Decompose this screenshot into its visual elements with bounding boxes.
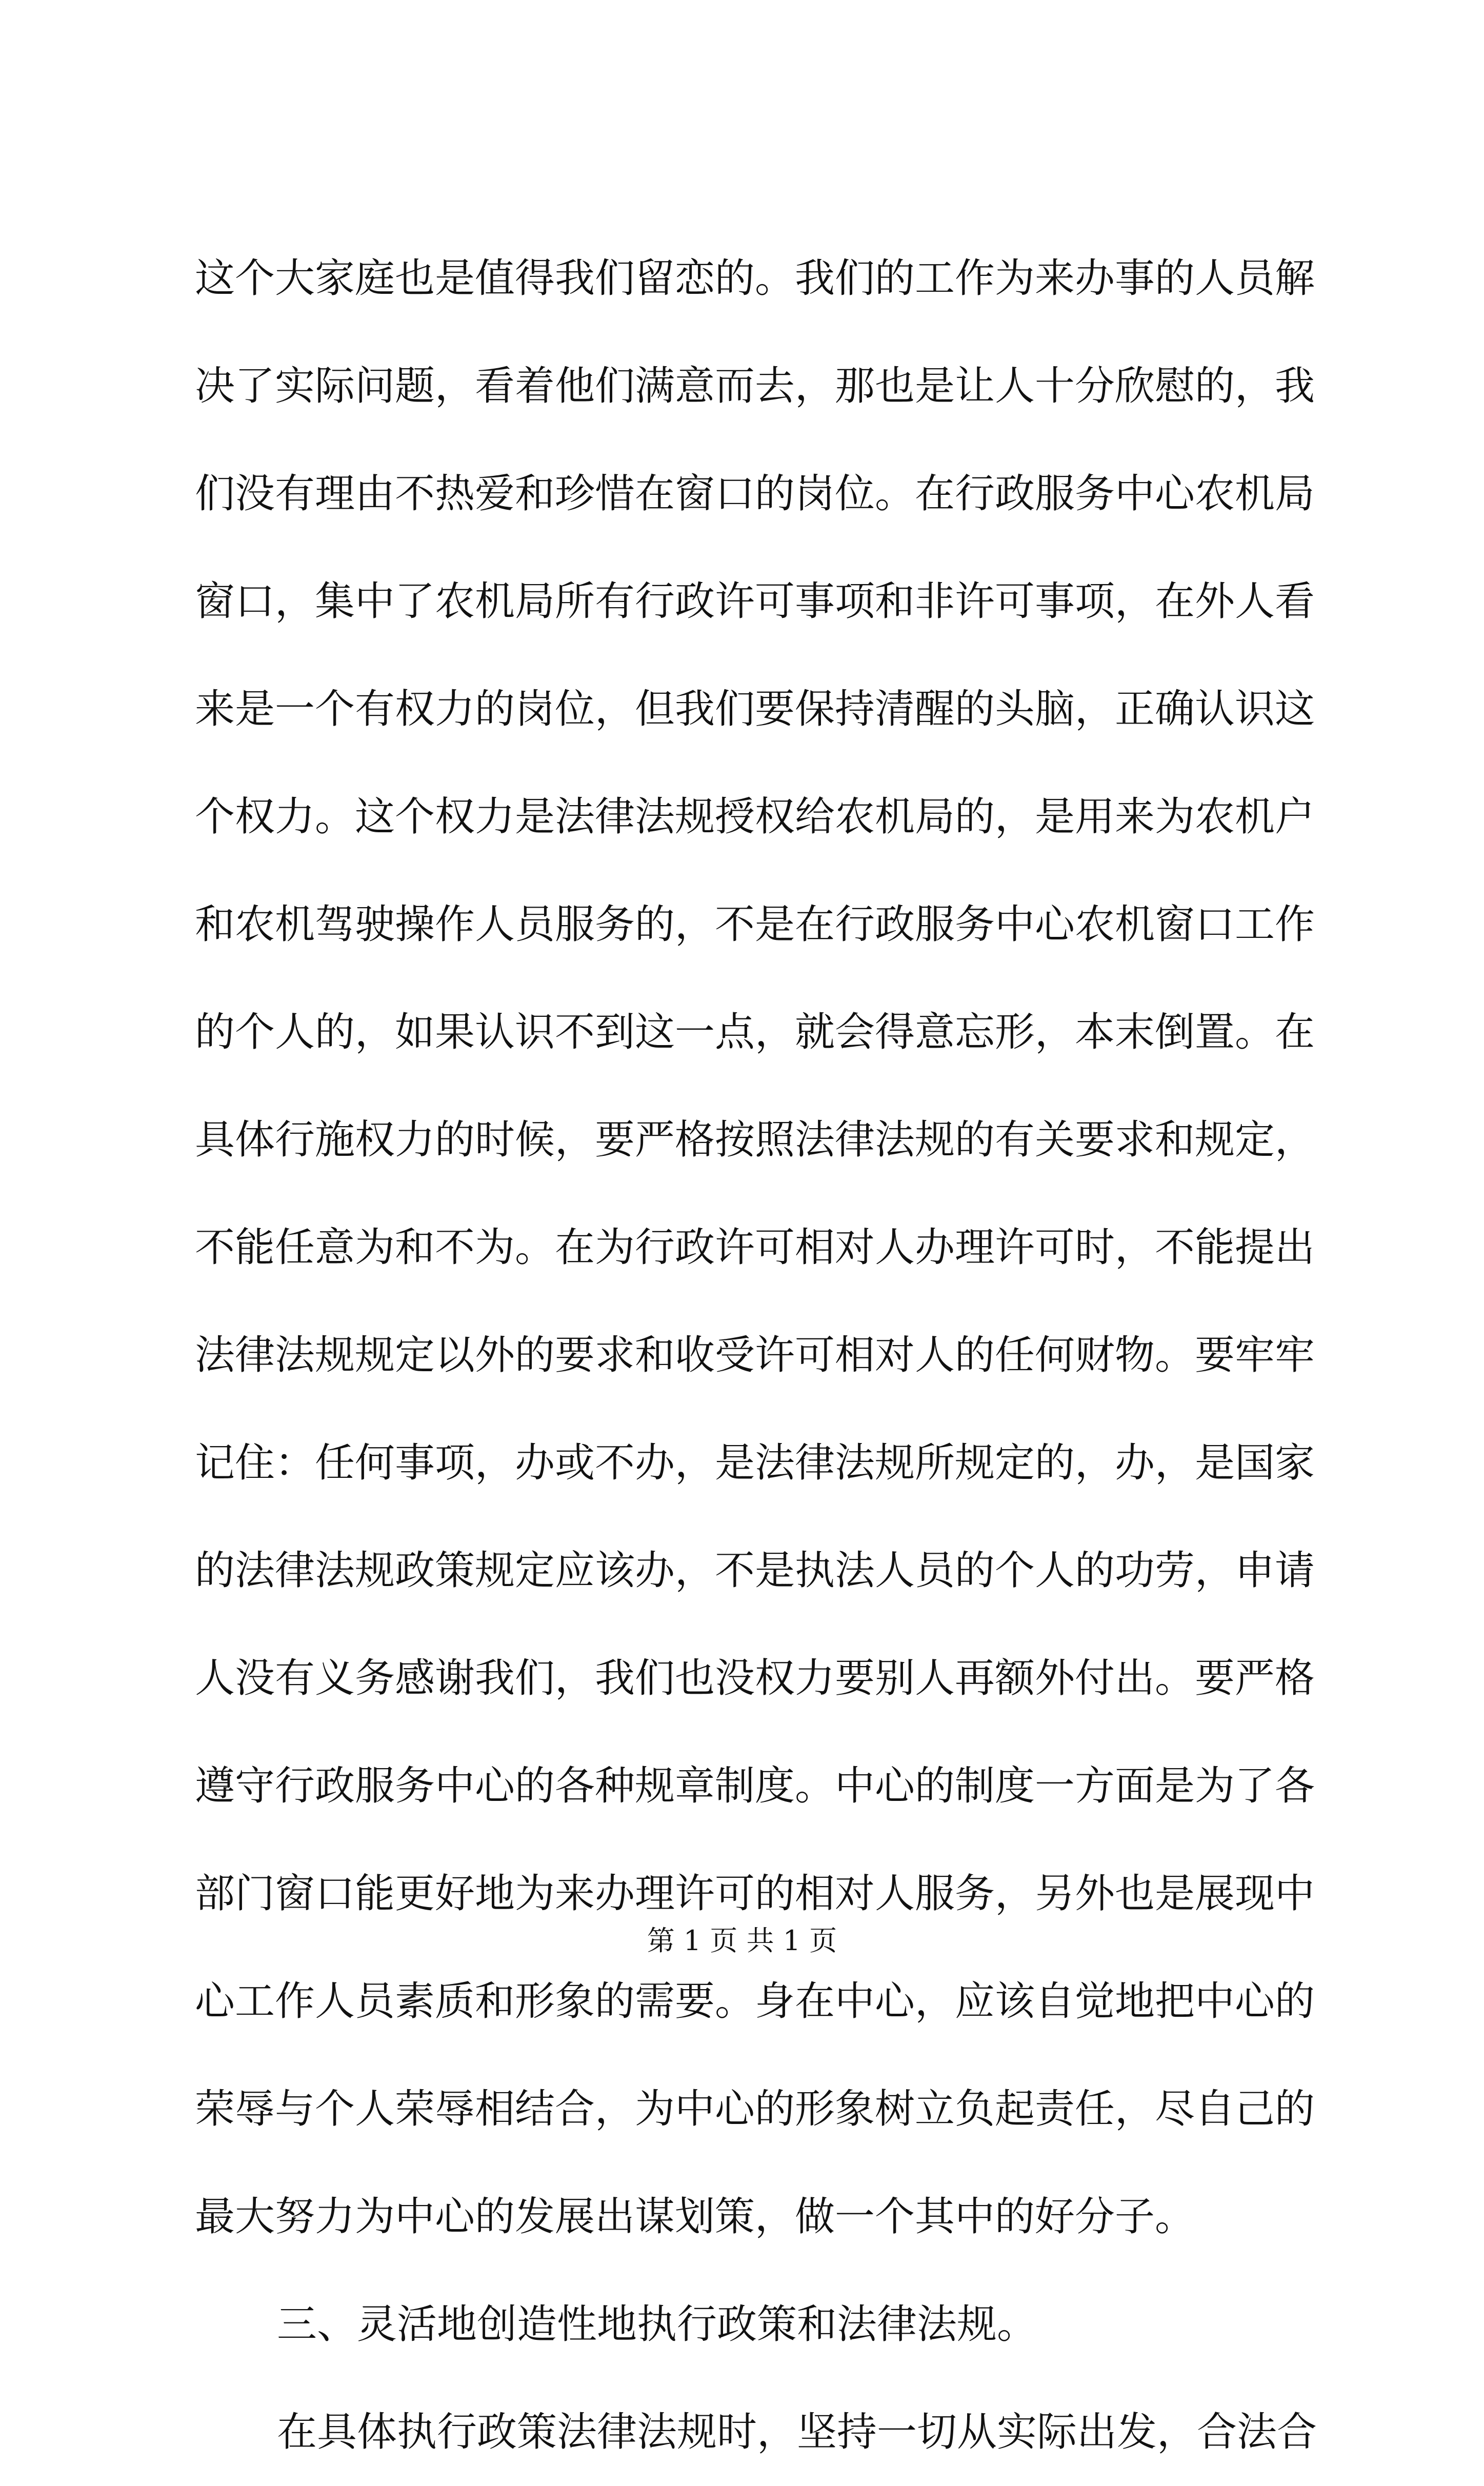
paragraph-line: 部门窗口能更好地为来办理许可的相对人服务，另外也是展现中: [195, 1871, 1315, 1917]
paragraph-line: 和农机驾驶操作人员服务的，不是在行政服务中心农机窗口工作: [195, 901, 1315, 948]
paragraph-line: 们没有理由不热爱和珍惜在窗口的岗位。在行政服务中心农机局: [195, 471, 1315, 517]
paragraph-line: 来是一个有权力的岗位，但我们要保持清醒的头脑，正确认识这: [195, 686, 1315, 732]
paragraph-line: 这个大家庭也是值得我们留恋的。我们的工作为来办事的人员解: [195, 255, 1315, 302]
paragraph-line: 窗口，集中了农机局所有行政许可事项和非许可事项，在外人看: [195, 578, 1315, 625]
paragraph-line: 具体行施权力的时候，要严格按照法律法规的有关要求和规定，: [195, 1117, 1315, 1163]
paragraph-line: 在具体执行政策法律法规时，坚持一切从实际出发，合法合: [277, 2409, 1317, 2455]
paragraph-line: 记住：任何事项，办或不办，是法律法规所规定的，办，是国家: [195, 1440, 1315, 1486]
paragraph-line: 个权力。这个权力是法律法规授权给农机局的，是用来为农机户: [195, 794, 1315, 840]
paragraph-line: 的个人的，如果认识不到这一点，就会得意忘形，本末倒置。在: [195, 1009, 1315, 1055]
paragraph-line: 法律法规规定以外的要求和收受许可相对人的任何财物。要牢牢: [195, 1332, 1315, 1378]
paragraph-line: 不能任意为和不为。在为行政许可相对人办理许可时，不能提出: [195, 1225, 1315, 1271]
paragraph-line: 荣辱与个人荣辱相结合，为中心的形象树立负起责任，尽自己的: [195, 2086, 1315, 2132]
paragraph-line: 最大努力为中心的发展出谋划策，做一个其中的好分子。: [195, 2194, 1195, 2240]
paragraph-line: 遵守行政服务中心的各种规章制度。中心的制度一方面是为了各: [195, 1763, 1315, 1809]
page-footer: 第 1 页 共 1 页: [647, 1924, 837, 1957]
paragraph-line: 的法律法规政策规定应该办，不是执法人员的个人的功劳，申请: [195, 1548, 1315, 1594]
paragraph-line: 人没有义务感谢我们，我们也没权力要别人再额外付出。要严格: [195, 1655, 1315, 1701]
paragraph-line: 决了实际问题，看着他们满意而去，那也是让人十分欣慰的，我: [195, 363, 1315, 409]
document-body: [195, 225, 1317, 2486]
paragraph-line: 心工作人员素质和形象的需要。身在中心，应该自觉地把中心的: [195, 1978, 1315, 2024]
section-heading: 三、灵活地创造性地执行政策和法律法规。: [277, 2301, 1037, 2348]
